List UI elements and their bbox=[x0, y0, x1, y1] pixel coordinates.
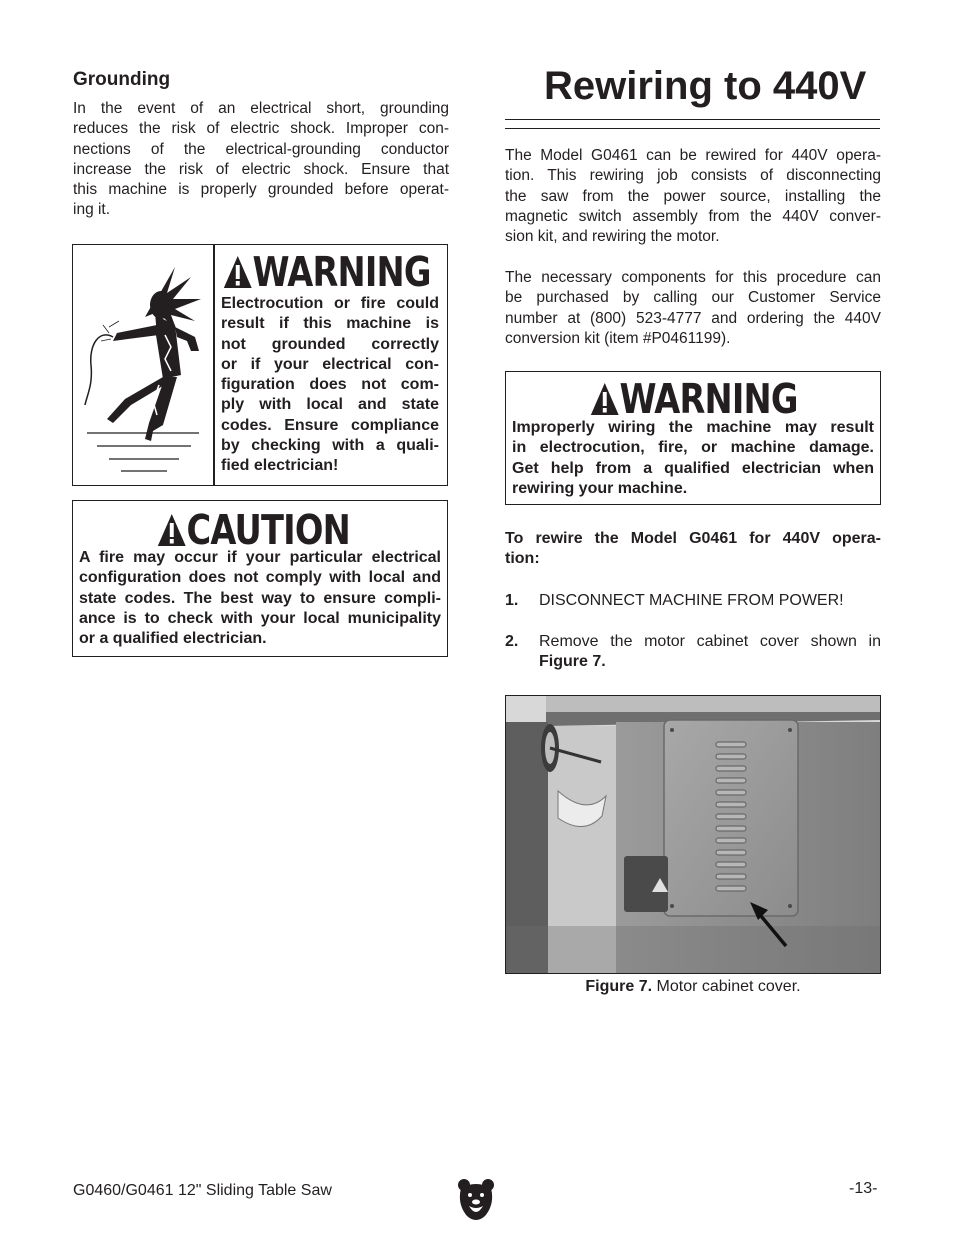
grizzly-bear-logo-icon bbox=[457, 1178, 495, 1222]
electrocution-figure-icon bbox=[79, 255, 207, 479]
page-number: -13- bbox=[849, 1180, 878, 1197]
text-line: not grounded correctly bbox=[221, 335, 439, 353]
text-line: Remove the motor cabinet cover shown in bbox=[539, 633, 881, 650]
warning-message bbox=[221, 294, 439, 477]
text-line: state codes. The best way to ensure compli- bbox=[79, 589, 441, 607]
text-line: The Model G0461 can be rewired for 440V opera- bbox=[505, 147, 881, 164]
text-line: ing it. bbox=[73, 201, 111, 219]
caution-message bbox=[79, 548, 441, 649]
text-line: Electrocution or fire could bbox=[221, 295, 439, 312]
title-rule-bottom bbox=[505, 128, 880, 129]
text-line: by checking with a quali- bbox=[221, 437, 439, 455]
column-divider bbox=[213, 245, 215, 485]
caution-triangle-icon bbox=[157, 513, 187, 547]
intro-paragraph bbox=[505, 146, 881, 247]
text-line: rewiring your machine. bbox=[512, 479, 688, 497]
text-line: configuration does not comply with local and bbox=[79, 569, 441, 587]
step-text: DISCONNECT MACHINE FROM POWER! bbox=[539, 592, 844, 609]
step-number: 2. bbox=[505, 633, 519, 650]
grounding-heading: Grounding bbox=[73, 69, 171, 90]
text-line: increase the risk of electric shock. Ensure that bbox=[73, 160, 449, 178]
text-line: tion: bbox=[505, 550, 540, 568]
text-line: or if your electrical con- bbox=[221, 355, 439, 373]
text-line: nections of the electrical-grounding conductor bbox=[73, 140, 449, 158]
text-line: Improperly wiring the machine may result bbox=[512, 419, 874, 436]
text-line: tion. This rewiring job consists of disconnecting bbox=[505, 167, 881, 185]
caution-box bbox=[72, 500, 448, 657]
text-line: figuration does not com- bbox=[221, 376, 439, 394]
text-line: codes. Ensure compliance bbox=[221, 416, 439, 434]
text-line: ply with local and state bbox=[221, 396, 439, 414]
rewiring-warning-box bbox=[505, 371, 881, 505]
title-rule-top bbox=[505, 119, 880, 120]
text-line: The necessary components for this procedure can bbox=[505, 269, 881, 286]
warning-triangle-icon bbox=[223, 255, 253, 289]
warning-title: WARNING bbox=[252, 248, 431, 296]
caution-signal-word bbox=[157, 507, 350, 553]
figure-label: Figure 7. bbox=[585, 978, 653, 995]
text-line: ance is to check with your local municipality bbox=[79, 609, 441, 627]
text-line: magnetic switch assembly from the 440V conver- bbox=[505, 207, 881, 225]
caution-title: CAUTION bbox=[186, 506, 350, 554]
text-line: or a qualified electrician. bbox=[79, 630, 267, 648]
text-line: In the event of an electrical short, grounding bbox=[73, 100, 449, 117]
motor-cabinet-photo bbox=[505, 695, 881, 974]
warning-title: WARNING bbox=[619, 375, 798, 423]
text-line: be purchased by calling our Customer Service bbox=[505, 289, 881, 307]
text-line: Get help from a qualified electrician when bbox=[512, 459, 874, 477]
section-title: Rewiring to 440V bbox=[544, 64, 867, 108]
figure-caption-text: Motor cabinet cover. bbox=[652, 978, 801, 995]
text-line: To rewire the Model G0461 for 440V opera- bbox=[505, 530, 881, 547]
footer-model-title: G0460/G0461 12" Sliding Table Saw bbox=[73, 1182, 332, 1199]
steps-intro bbox=[505, 529, 881, 570]
motor-cabinet-illustration bbox=[506, 696, 881, 974]
text-line: sion kit, and rewiring the motor. bbox=[505, 228, 720, 246]
parts-paragraph bbox=[505, 268, 881, 349]
warning-triangle-icon bbox=[590, 382, 620, 416]
text-line: the saw from the power source, installing the bbox=[505, 187, 881, 205]
warning-signal-word bbox=[590, 376, 798, 422]
warning-signal-word bbox=[223, 249, 431, 295]
warning-message bbox=[512, 418, 874, 499]
text-line: number at (800) 523-4777 and ordering the 440V bbox=[505, 309, 881, 327]
figure-caption bbox=[505, 978, 881, 996]
step-number: 1. bbox=[505, 592, 519, 609]
text-line: A fire may occur if your particular electrical bbox=[79, 549, 441, 566]
text-line: conversion kit (item #P0461199). bbox=[505, 329, 731, 347]
grounding-paragraph bbox=[73, 99, 449, 221]
text-line: this machine is properly grounded before operat- bbox=[73, 181, 449, 199]
figure-reference: Figure 7. bbox=[539, 653, 606, 671]
text-line: reduces the risk of electric shock. Improper con- bbox=[73, 120, 449, 138]
step-text bbox=[539, 632, 881, 673]
electrocution-warning-box bbox=[72, 244, 448, 486]
text-line: in electrocution, fire, or machine damage. bbox=[512, 439, 874, 457]
text-line: fied electrician! bbox=[221, 457, 339, 475]
text-line: result if this machine is bbox=[221, 315, 439, 333]
